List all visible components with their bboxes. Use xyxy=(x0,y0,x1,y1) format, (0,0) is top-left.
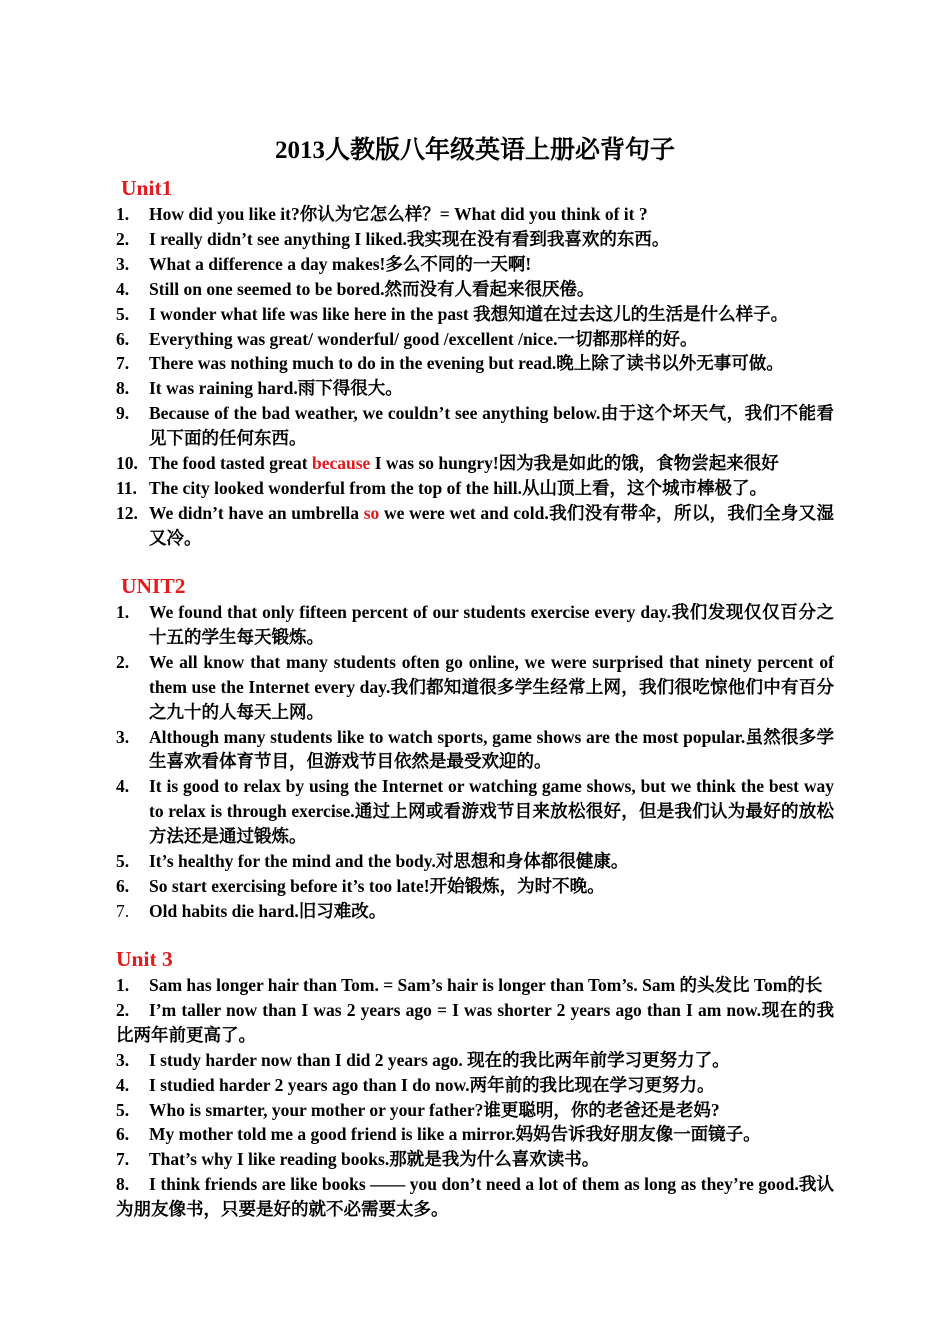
list-item xyxy=(116,899,834,924)
item-text: I studied harder 2 years ago than I do now.两年前的我比现在学习更努力。 xyxy=(149,1074,715,1095)
item-number: 6. xyxy=(116,875,130,896)
item-number: 1. xyxy=(116,602,130,622)
item-number: 2. xyxy=(116,651,130,672)
item-text: It was raining hard.雨下得很大。 xyxy=(149,378,403,399)
list-item xyxy=(116,501,834,551)
list-item xyxy=(116,1073,834,1098)
item-number: 10. xyxy=(116,453,138,474)
item-text: That’s why I like reading books.那就是我为什么喜欢读书。 xyxy=(149,1149,600,1170)
unit3-section xyxy=(116,946,834,1222)
item-text: I’m taller now than I was 2 years ago = I was shorter 2 years ago than I am now.现在的我比两年前更高了。 xyxy=(116,999,834,1045)
item-number: 7. xyxy=(116,900,130,921)
item-text: Everything was great/ wonderful/ good /excellent /nice.一切都那样的好。 xyxy=(149,328,698,349)
item-text: Although many students like to watch sports, game shows are the most popular.虽然很多学生喜欢看体育节目，但游戏节目依然是最受欢迎的。 xyxy=(149,726,834,772)
list-item xyxy=(116,774,834,849)
list-item xyxy=(116,327,834,352)
item-number: 8. xyxy=(116,1174,130,1195)
list-item xyxy=(116,1122,834,1147)
item-number: 8. xyxy=(116,378,130,399)
item-text: We all know that many students often go online, we were surprised that ninety percent of them use the Internet every day.我们都知道很多学生经常上网，我们很吃惊他们中有百分之九十的人每天上网。 xyxy=(149,651,834,722)
unit1-list xyxy=(116,202,834,551)
item-text: Because of the bad weather, we couldn’t see anything below.由于这个坏天气，我们不能看见下面的任何东西。 xyxy=(149,403,834,449)
item-text: How did you like it?你认为它怎么样？= What did you think of it ? xyxy=(149,204,648,224)
item-number: 1. xyxy=(116,204,130,224)
list-item xyxy=(116,874,834,899)
list-item xyxy=(116,376,834,401)
list-item xyxy=(116,277,834,302)
item-text: We found that only fifteen percent of our students exercise every day.我们发现仅仅百分之十五的学生每天锻炼。 xyxy=(149,602,834,647)
item-number: 3. xyxy=(116,1049,130,1070)
list-item xyxy=(116,973,834,998)
unit3-heading: Unit 3 xyxy=(116,947,173,971)
item-text: The city looked wonderful from the top of the hill.从山顶上看，这个城市棒极了。 xyxy=(149,477,768,498)
unit2-heading: UNIT2 xyxy=(121,574,186,598)
item-text: What a difference a day makes!多么不同的一天啊! xyxy=(149,253,532,274)
list-item xyxy=(116,849,834,874)
item-number: 12. xyxy=(116,502,138,523)
list-item xyxy=(116,252,834,277)
item-number: 1. xyxy=(116,975,130,995)
list-item xyxy=(116,998,834,1048)
list-item xyxy=(116,1098,834,1123)
list-item xyxy=(116,476,834,501)
item-text: There was nothing much to do in the evening but read.晚上除了读书以外无事可做。 xyxy=(149,353,784,374)
list-item xyxy=(116,227,834,252)
item-number: 6. xyxy=(116,1124,130,1145)
list-item xyxy=(116,302,834,327)
item-text: Old habits die hard.旧习难改。 xyxy=(149,900,387,921)
item-text: It is good to relax by using the Internet or watching game shows, but we think the best way to relax is through exercise.通过上网或看游戏节目来放松很好，但是我们认为最好的放松方法还是通过锻炼。 xyxy=(149,776,834,847)
item-text: I wonder what life was like here in the past 我想知道在过去这儿的生活是什么样子。 xyxy=(149,303,789,324)
item-number: 4. xyxy=(116,1074,130,1095)
item-number: 6. xyxy=(116,328,130,349)
item-text: So start exercising before it’s too late!开始锻炼，为时不晚。 xyxy=(149,875,605,896)
list-item xyxy=(116,451,834,476)
list-item xyxy=(116,401,834,451)
item-number: 2. xyxy=(116,999,130,1020)
unit2-list xyxy=(116,600,834,924)
item-text: we were wet and cold.我们没有带伞，所以，我们全身又湿又冷。 xyxy=(149,502,834,548)
page-title: 2013人教版八年级英语上册必背句子 xyxy=(274,137,675,164)
item-number: 7. xyxy=(116,353,130,374)
item-text: Still on one seemed to be bored.然而没有人看起来很厌倦。 xyxy=(149,278,595,299)
item-text: Sam has longer hair than Tom. = Sam’s hair is longer than Tom’s. Sam 的头发比 Tom的长 xyxy=(149,975,823,995)
item-number: 3. xyxy=(116,726,130,747)
item-number: 11. xyxy=(116,477,137,498)
item-text: Who is smarter, your mother or your father?谁更聪明，你的老爸还是老妈? xyxy=(149,1099,720,1120)
item-text: My mother told me a good friend is like a mirror.妈妈告诉我好朋友像一面镜子。 xyxy=(149,1124,761,1145)
highlight-word: because xyxy=(312,453,371,474)
list-item xyxy=(116,1172,834,1222)
item-number: 5. xyxy=(116,1099,130,1120)
item-text: The food tasted great xyxy=(149,453,312,474)
item-number: 5. xyxy=(116,303,130,324)
unit1-heading: Unit1 xyxy=(121,176,173,200)
list-item xyxy=(116,650,834,725)
list-item xyxy=(116,1048,834,1073)
item-number: 5. xyxy=(116,851,130,872)
item-text: It’s healthy for the mind and the body.对思想和身体都很健康。 xyxy=(149,851,629,872)
unit2-section xyxy=(116,573,834,924)
unit3-list xyxy=(116,973,834,1222)
list-item xyxy=(116,600,834,650)
item-text: I study harder now than I did 2 years ago. 现在的我比两年前学习更努力了。 xyxy=(149,1049,730,1070)
item-text: I really didn’t see anything I liked.我实现在没有看到我喜欢的东西。 xyxy=(149,228,670,249)
list-item xyxy=(116,725,834,775)
item-text: We didn’t have an umbrella xyxy=(149,502,364,523)
highlight-word: so xyxy=(363,502,380,523)
item-number: 9. xyxy=(116,403,130,424)
item-text: I was so hungry!因为我是如此的饿，食物尝起来很好 xyxy=(370,453,779,474)
item-number: 2. xyxy=(116,228,130,249)
item-number: 7. xyxy=(116,1149,130,1170)
unit1-section xyxy=(116,175,834,551)
item-number: 4. xyxy=(116,278,130,299)
list-item xyxy=(116,351,834,376)
list-item xyxy=(116,1147,834,1172)
list-item xyxy=(116,202,834,227)
item-text: I think friends are like books —— you don’t need a lot of them as long as they’re good.我认为朋友像书，只要是好的就不必需要太多。 xyxy=(116,1174,834,1220)
item-number: 4. xyxy=(116,776,130,797)
item-number: 3. xyxy=(116,253,130,274)
